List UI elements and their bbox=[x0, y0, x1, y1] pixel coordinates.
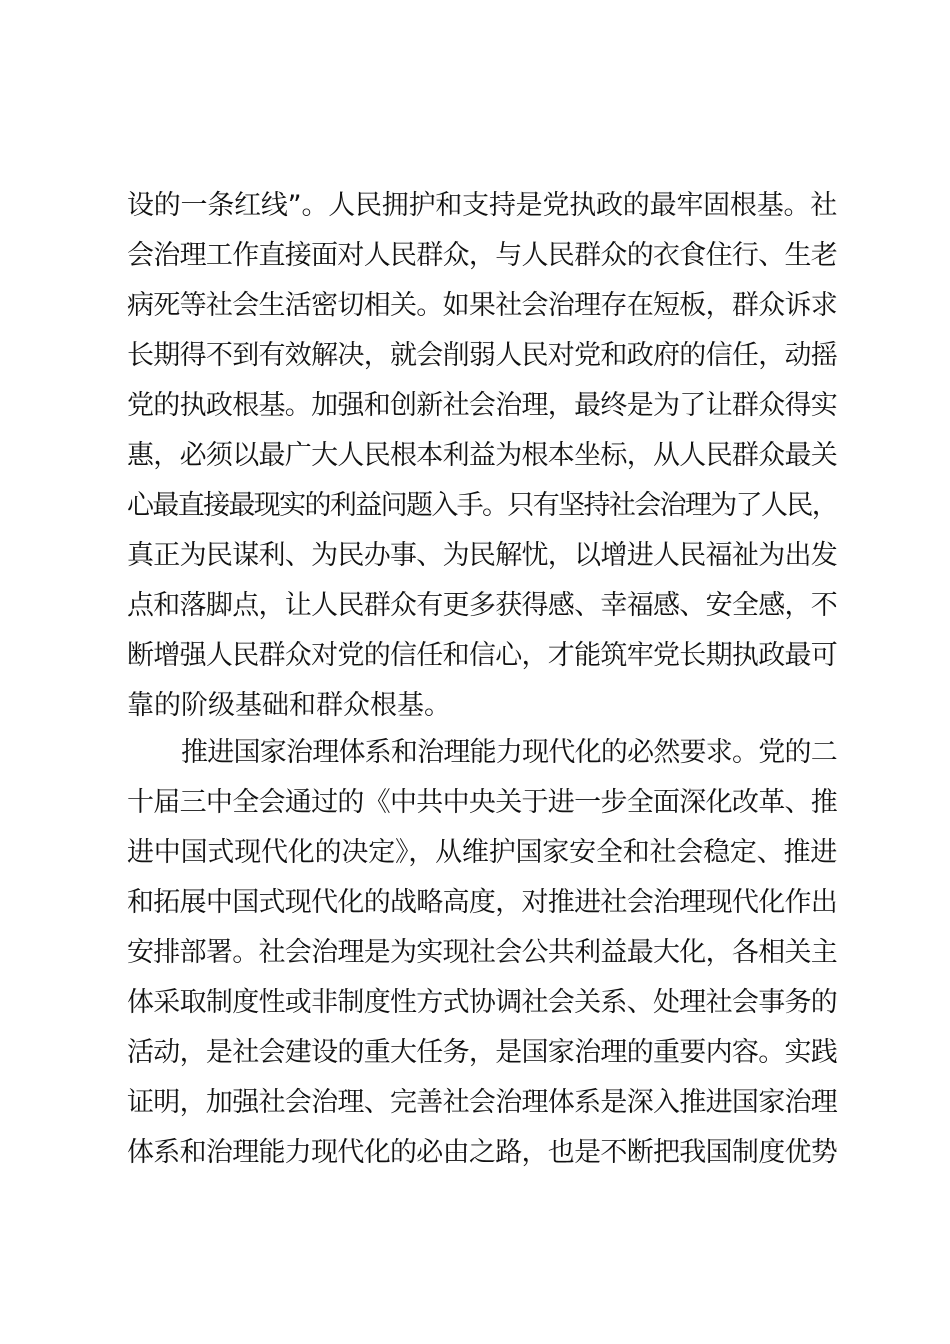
text-line: 病死等社会生活密切相关。如果社会治理存在短板，群众诉求 bbox=[127, 290, 838, 321]
text-line: 推进国家治理体系和治理能力现代化的必然要求。党的二 bbox=[181, 737, 837, 768]
text-line: 十届三中全会通过的《中共中央关于进一步全面深化改革、推 bbox=[127, 787, 838, 818]
text-line: 安排部署。社会治理是为实现社会公共利益最大化，各相关主 bbox=[127, 937, 838, 968]
text-line: 党的执政根基。加强和创新社会治理，最终是为了让群众得实 bbox=[127, 390, 838, 421]
text-line: 证明，加强社会治理、完善社会治理体系是深入推进国家治理 bbox=[127, 1087, 838, 1118]
text-line: 惠，必须以最广大人民根本利益为根本坐标，从人民群众最关 bbox=[127, 440, 838, 471]
text-line: 真正为民谋利、为民办事、为民解忧，以增进人民福祉为出发 bbox=[127, 540, 838, 571]
text-line: 点和落脚点，让人民群众有更多获得感、幸福感、安全感，不 bbox=[127, 590, 838, 621]
text-line: 断增强人民群众对党的信任和信心，才能筑牢党长期执政最可 bbox=[127, 640, 838, 671]
text-line: 靠的阶级基础和群众根基。 bbox=[127, 690, 451, 721]
text-line: 长期得不到有效解决，就会削弱人民对党和政府的信任，动摇 bbox=[127, 340, 838, 371]
text-line: 心最直接最现实的利益问题入手。只有坚持社会治理为了人民， bbox=[127, 490, 838, 521]
text-line: 活动，是社会建设的重大任务，是国家治理的重要内容。实践 bbox=[127, 1037, 838, 1068]
text-line: 体采取制度性或非制度性方式协调社会关系、处理社会事务的 bbox=[127, 987, 838, 1018]
text-line: 体系和治理能力现代化的必由之路，也是不断把我国制度优势 bbox=[127, 1137, 838, 1168]
text-line: 设的一条红线”。人民拥护和支持是党执政的最牢固根基。社 bbox=[127, 190, 838, 221]
text-line: 会治理工作直接面对人民群众，与人民群众的衣食住行、生老 bbox=[127, 240, 838, 271]
text-line: 进中国式现代化的决定》，从维护国家安全和社会稳定、推进 bbox=[127, 837, 838, 868]
text-line: 和拓展中国式现代化的战略高度，对推进社会治理现代化作出 bbox=[127, 887, 838, 918]
